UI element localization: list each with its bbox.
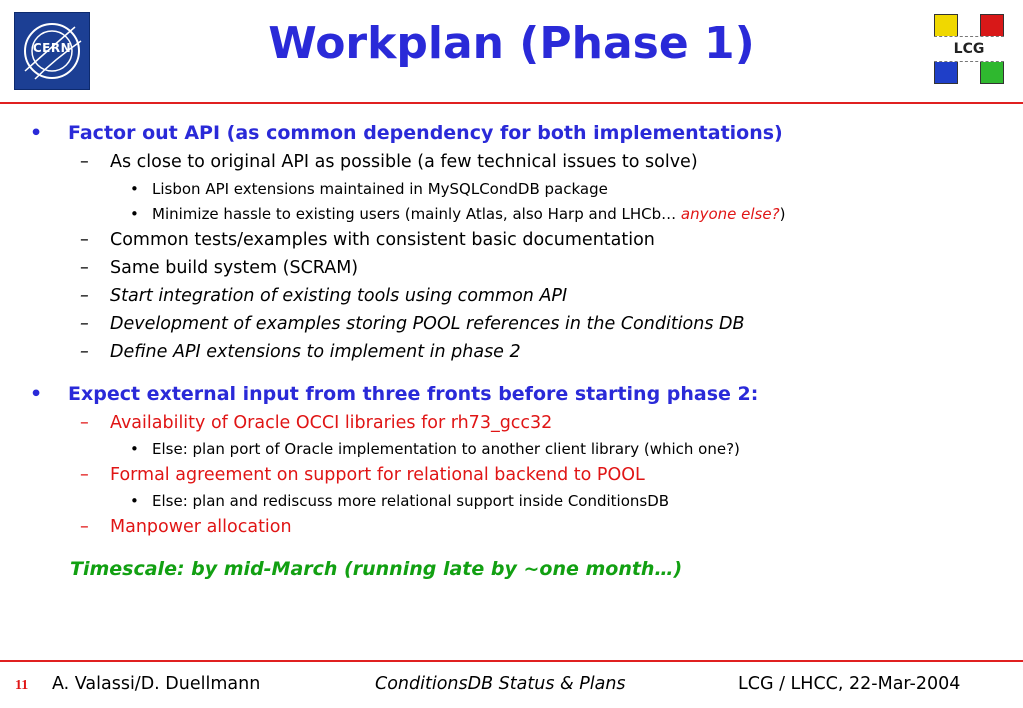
dot-bullet: • (130, 205, 139, 223)
dash-bullet: – (80, 413, 89, 433)
list-item-suffix: ) (779, 205, 786, 223)
dash-bullet: – (80, 230, 89, 250)
dash-bullet: – (80, 517, 89, 537)
list-item: Lisbon API extensions maintained in MySQLCondDB package (152, 180, 608, 198)
list-item: Formal agreement on support for relational backend to POOL (110, 465, 645, 485)
list-item-highlight: anyone else? (680, 205, 780, 223)
section-bullet: • (30, 383, 43, 405)
slide-header (0, 0, 1023, 102)
lcg-logo-yellow-square (934, 14, 958, 38)
list-item: Common tests/examples with consistent basic documentation (110, 230, 655, 250)
list-item (152, 205, 785, 223)
lcg-logo (934, 14, 1004, 84)
list-item: Else: plan port of Oracle implementation to another client library (which one?) (152, 440, 740, 458)
list-item: Manpower allocation (110, 517, 292, 537)
dot-bullet: • (130, 492, 139, 510)
footer-divider (0, 660, 1023, 662)
section-heading-1: Factor out API (as common dependency for both implementations) (68, 122, 783, 144)
lcg-logo-text: LCG (934, 36, 1004, 62)
lcg-logo-green-square (980, 60, 1004, 84)
section-bullet: • (30, 122, 43, 144)
lcg-logo-red-square (980, 14, 1004, 38)
dash-bullet: – (80, 258, 89, 278)
dash-bullet: – (80, 342, 89, 362)
list-item: Start integration of existing tools using common API (110, 286, 568, 306)
dash-bullet: – (80, 314, 89, 334)
list-item: Else: plan and rediscuss more relational support inside ConditionsDB (152, 492, 670, 510)
list-item: Availability of Oracle OCCI libraries for rh73_gcc32 (110, 413, 553, 433)
list-item-text: Minimize hassle to existing users (mainly Atlas, also Harp and LHCb… (152, 205, 677, 223)
lcg-logo-blue-square (934, 60, 958, 84)
slide-title: Workplan (Phase 1) (268, 18, 755, 69)
section-heading-2: Expect external input from three fronts before starting phase 2: (68, 383, 759, 405)
cern-logo-text: CERN (32, 41, 72, 55)
footer-talk-title: ConditionsDB Status & Plans (375, 674, 626, 694)
list-item: Development of examples storing POOL references in the Conditions DB (110, 314, 745, 334)
list-item: Define API extensions to implement in phase 2 (110, 342, 521, 362)
dash-bullet: – (80, 286, 89, 306)
header-divider (0, 102, 1023, 104)
list-item: Same build system (SCRAM) (110, 258, 359, 278)
footer-authors: A. Valassi/D. Duellmann (52, 674, 261, 694)
dash-bullet: – (80, 152, 89, 172)
list-item: As close to original API as possible (a few technical issues to solve) (110, 152, 698, 172)
footer-event: LCG / LHCC, 22-Mar-2004 (738, 674, 961, 694)
dash-bullet: – (80, 465, 89, 485)
page-number: 11 (15, 678, 29, 693)
timescale-note: Timescale: by mid-March (running late by ~one month…) (70, 558, 683, 580)
dot-bullet: • (130, 180, 139, 198)
dot-bullet: • (130, 440, 139, 458)
